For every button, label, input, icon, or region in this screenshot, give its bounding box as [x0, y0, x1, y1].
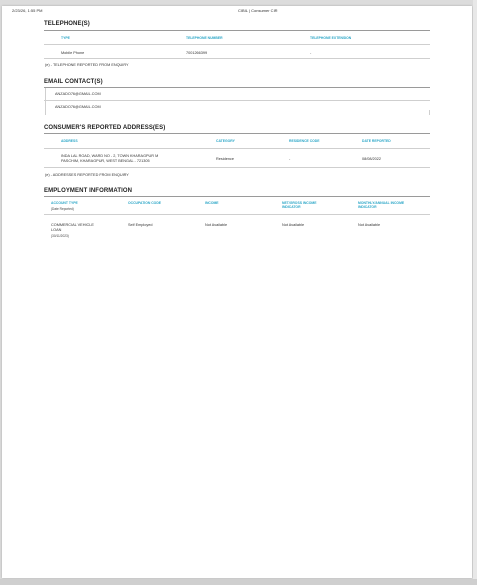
employment-section-title: EMPLOYMENT INFORMATION [44, 187, 133, 194]
col-header-type: TYPE [61, 35, 70, 40]
addresses-top-rule [44, 133, 430, 134]
employment-net-gross-indicator: Not Available [282, 223, 305, 227]
col-header-date-reported: DATE REPORTED [362, 139, 391, 143]
telephones-top-rule [44, 30, 430, 31]
address-date-reported: 08/08/2022 [362, 156, 382, 161]
addresses-bottom-rule [44, 167, 430, 168]
emails-right-border [429, 110, 430, 115]
col-header-monthly-annual-income: MONTHLY/ANNUAL INCOME [358, 201, 405, 205]
bottom-bar [0, 579, 477, 585]
col-header-residence-code: RESIDENCE CODE [289, 139, 320, 143]
employment-income: Not Available [205, 223, 228, 227]
addresses-note: (e) - ADDRESSES REPORTED FROM ENQUIRY [45, 172, 129, 177]
employment-top-rule [44, 196, 430, 197]
addresses-header-rule [44, 148, 430, 149]
employment-occupation-code: Self Employed [128, 223, 153, 227]
address-line-2: PASCHIM, KHARAGPUR, WEST BENGAL - 721305 [61, 158, 150, 163]
addresses-section-title: CONSUMER'S REPORTED ADDRESS(ES) [44, 124, 166, 131]
telephone-extension: - [310, 51, 312, 55]
email-item: ANZADO76@GMAIL.COM [55, 105, 101, 109]
telephones-section-title: TELEPHONE(S) [44, 21, 90, 27]
col-header-telephone-number: TELEPHONE NUMBER [186, 35, 223, 40]
address-residence-code: - [289, 156, 291, 161]
document-title: CIBIL | Consumer CIR [238, 8, 278, 13]
email-item: ANZADO76@GMAIL.COM [55, 92, 101, 96]
address-category: Residence [216, 156, 234, 161]
col-header-occupation-code: OCCUPATION CODE [128, 201, 162, 205]
col-header-account-type: ACCOUNT TYPE [51, 201, 78, 205]
col-header-telephone-extension: TELEPHONE EXTENSION [310, 35, 352, 40]
col-header-address: ADDRESS [61, 139, 78, 143]
col-header-net-gross-indicator: INDICATOR [282, 205, 301, 209]
employment-account-type-line-1: COMMERCIAL VEHICLE [51, 223, 94, 227]
employment-monthly-annual-indicator: Not Available [358, 223, 381, 227]
col-header-account-type-sub: (Date Reported) [51, 206, 74, 211]
emails-section-title: EMAIL CONTACT(S) [44, 78, 103, 85]
emails-left-border [45, 88, 46, 115]
telephones-header-rule [44, 44, 430, 45]
col-header-net-gross-income: NET/GROSS INCOME [282, 201, 317, 205]
telephone-number: 7001266399 [186, 51, 208, 55]
col-header-monthly-annual-indicator: INDICATOR [358, 205, 377, 209]
employment-header-rule [44, 214, 430, 215]
print-datetime: 2/23/26, 1:55 PM [12, 8, 43, 13]
telephones-note: (e) - TELEPHONE REPORTED FROM ENQUIRY [45, 62, 129, 67]
vertical-scrollbar[interactable] [473, 0, 477, 585]
emails-top-rule [44, 87, 430, 88]
telephone-type: Mobile Phone [61, 51, 85, 55]
employment-date-reported: (30/11/2023) [51, 233, 69, 238]
employment-account-type-line-2: LOAN [51, 228, 62, 232]
telephones-bottom-rule [44, 58, 430, 59]
emails-row-rule [44, 100, 430, 101]
col-header-category: CATEGORY [216, 139, 235, 143]
col-header-income: INCOME [205, 201, 219, 205]
address-line-1: INDA LAL ROAD, WARD NO - 2, TOWN KHARAGPUR M [61, 153, 159, 158]
